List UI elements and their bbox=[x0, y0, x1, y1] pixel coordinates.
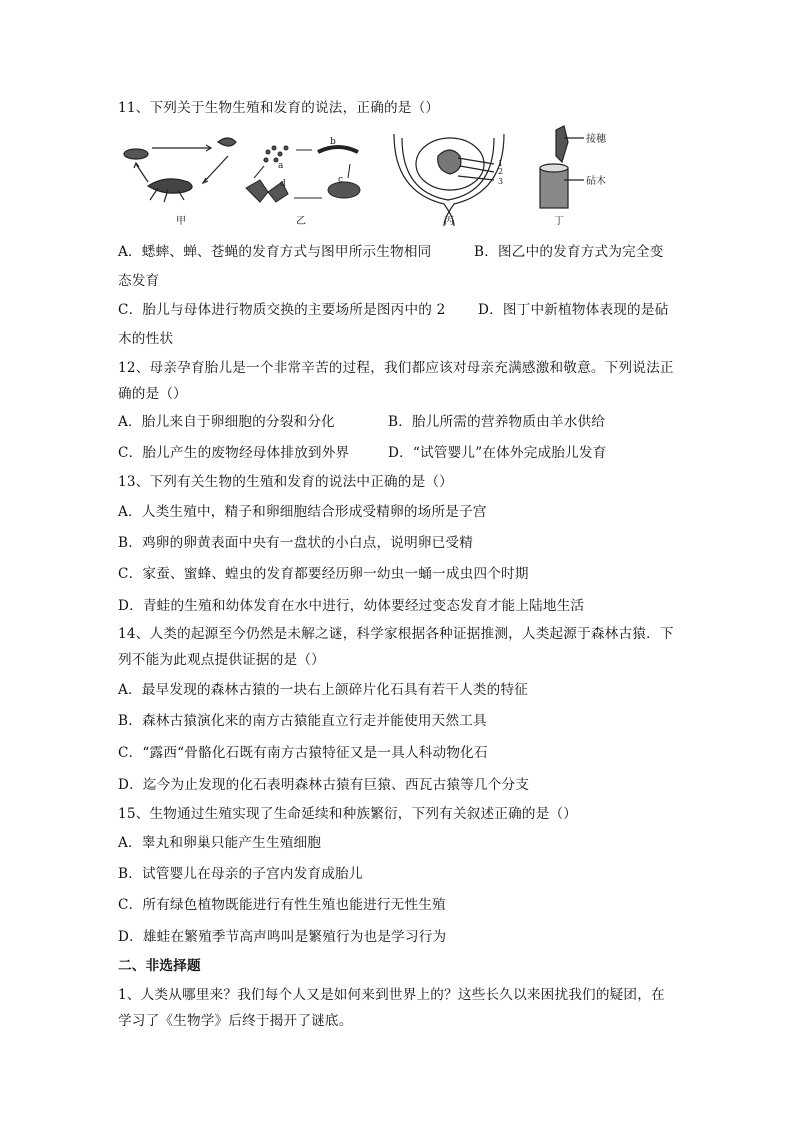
q13-option-a: A．人类生殖中，精子和卵细胞结合形成受精卵的场所是子宫 bbox=[118, 504, 487, 520]
q13-option-c: C．家蚕、蜜蜂、蝗虫的发育都要经历卵一幼虫一蛹一成虫四个时期 bbox=[118, 566, 529, 582]
fig-caption-yi: 乙 bbox=[296, 216, 306, 227]
q15-option-c: C．所有绿色植物既能进行有性生殖也能进行无性生殖 bbox=[118, 897, 446, 913]
q11-figures bbox=[118, 124, 658, 228]
section-heading: 二、非选择题 bbox=[118, 958, 201, 974]
s2-q1-text: 1、人类从哪里来？我们每个人又是如何来到世界上的？这些长久以来困扰我们的疑团，在 bbox=[118, 987, 665, 1003]
fig-caption-jia: 甲 bbox=[176, 216, 186, 227]
q12-option-b: B．胎儿所需的营养物质由羊水供给 bbox=[388, 414, 606, 430]
q14-stem: 14、人类的起源至今仍然是未解之谜，科学家根据各种证据推测，人类起源于森林古猿．下 bbox=[118, 626, 674, 642]
fig-yi-label-c: c bbox=[338, 175, 344, 185]
s2-q1-text-cont: 学习了《生物学》后终于揭开了谜底。 bbox=[118, 1013, 353, 1029]
q14-option-b: B．森林古猿演化来的南方古猿能直立行走并能使用天然工具 bbox=[118, 713, 487, 729]
fig-caption-ding: 丁 bbox=[554, 216, 564, 227]
q13-stem: 13、下列有关生物的生殖和发育的说法中正确的是（） bbox=[118, 474, 453, 490]
q13-option-b: B．鸡卵的卵黄表面中央有一盘状的小白点，说明卵已受精 bbox=[118, 535, 474, 551]
fig-yi-label-a: a bbox=[278, 161, 284, 171]
q15-option-a: A．睾丸和卵巢只能产生生殖细胞 bbox=[118, 835, 322, 851]
q11-option-d: D．图丁中新植物体表现的是砧 bbox=[478, 302, 669, 318]
q14-option-a: A．最早发现的森林古猿的一块右上颌碎片化石具有若干人类的特征 bbox=[118, 682, 529, 698]
fig-caption-bing: 丙 bbox=[444, 216, 454, 227]
fig-yi-label-b: b bbox=[330, 137, 336, 147]
figure-ding-grafting bbox=[540, 126, 584, 208]
q11-figure-svg bbox=[118, 124, 658, 228]
q14-stem-cont: 列不能为此观点提供证据的是（） bbox=[118, 652, 325, 668]
q11-option-b: B．图乙中的发育方式为完全变 bbox=[474, 244, 664, 260]
fig-bing-label-1: 1 bbox=[498, 159, 504, 168]
fig-bing-label-3: 3 bbox=[498, 177, 504, 186]
q12-option-d: D．“试管婴儿”在体外完成胎儿发育 bbox=[388, 445, 607, 461]
q12-option-c: C．胎儿产生的废物经母体排放到外界 bbox=[118, 445, 350, 461]
q11-option-d-cont: 木的性状 bbox=[118, 331, 174, 347]
figure-bing-uterus bbox=[394, 134, 504, 226]
fig-ding-label-scion: 接穗 bbox=[586, 134, 606, 145]
q15-stem: 15、生物通过生殖实现了生命延续和种族繁衍，下列有关叙述正确的是（） bbox=[118, 806, 578, 822]
figure-jia-lifecycle bbox=[124, 138, 236, 202]
figure-yi-lifecycle bbox=[246, 146, 360, 202]
q11-option-a: A．蟋蟀、蝉、苍蝇的发育方式与图甲所示生物相同 bbox=[118, 244, 432, 260]
q11-stem: 11、下列关于生物生殖和发育的说法，正确的是（） bbox=[118, 100, 440, 116]
fig-bing-label-2: 2 bbox=[498, 167, 504, 176]
q12-option-a: A．胎儿来自于卵细胞的分裂和分化 bbox=[118, 414, 335, 430]
q15-option-d: D．雄蛙在繁殖季节高声鸣叫是繁殖行为也是学习行为 bbox=[118, 929, 447, 945]
fig-ding-label-stock: 砧木 bbox=[586, 176, 606, 187]
fig-yi-label-d: d bbox=[280, 179, 286, 189]
q15-option-b: B．试管婴儿在母亲的子宫内发育成胎儿 bbox=[118, 866, 363, 882]
q14-option-c: C．“露西“骨骼化石既有南方古猿特征又是一具人科动物化石 bbox=[118, 745, 488, 761]
q14-option-d: D．迄今为止发现的化石表明森林古猿有巨猿、西瓦古猿等几个分支 bbox=[118, 777, 530, 793]
q12-stem-cont: 确的是（） bbox=[118, 386, 187, 402]
q11-option-b-cont: 态发育 bbox=[118, 273, 160, 289]
q12-stem: 12、母亲孕育胎儿是一个非常辛苦的过程，我们都应该对母亲充满感激和敬意。下列说法正 bbox=[118, 360, 674, 376]
q13-option-d: D．青蛙的生殖和幼体发育在水中进行，幼体要经过变态发育才能上陆地生活 bbox=[118, 598, 585, 614]
q11-option-c: C．胎儿与母体进行物质交换的主要场所是图丙中的 2 bbox=[118, 302, 446, 318]
